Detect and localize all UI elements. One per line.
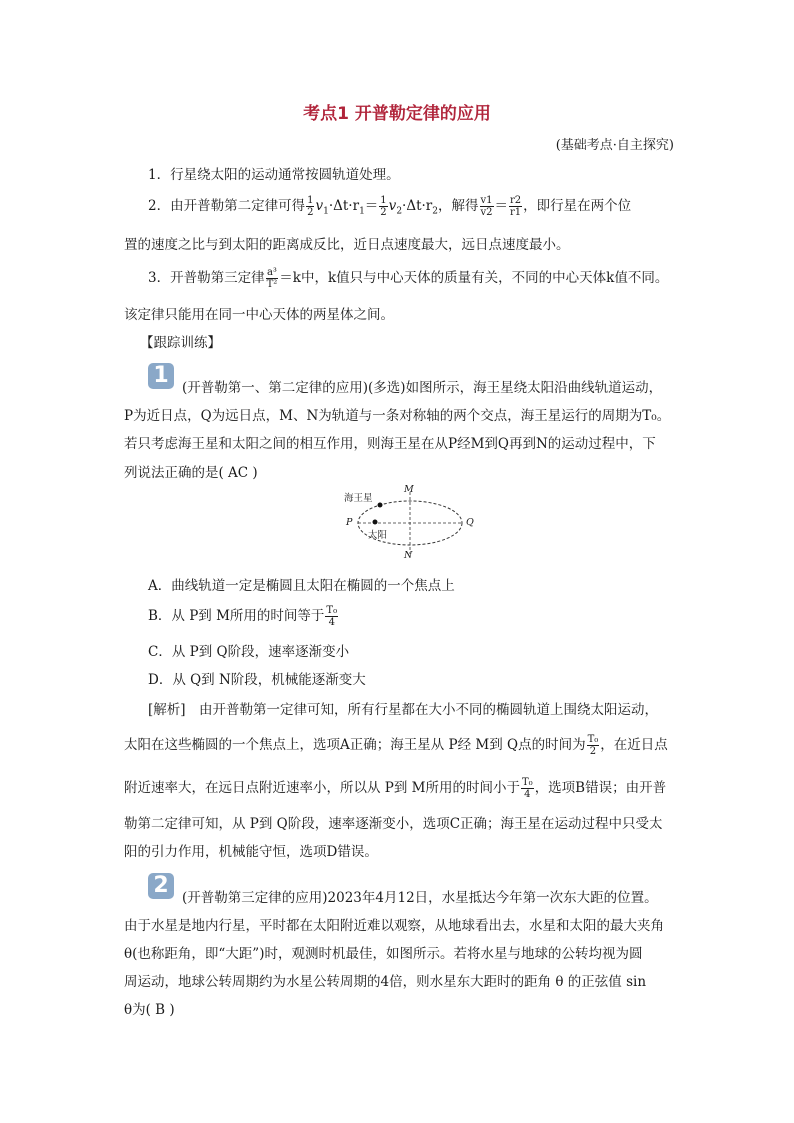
frac-kepler-3: $\frac{\text{a³}}{\text{T²}}$ — [266, 267, 278, 290]
question-1-badge: 1 — [148, 363, 174, 389]
q2-line-5: θ为( B ) — [124, 1002, 175, 1018]
label-planet: 海王星 — [344, 493, 373, 504]
q2-line-2: 由于水星是地内行星，平时都在太阳附近难以观察，从地球看出去，水星和太阳的最大夹角 — [124, 918, 664, 934]
q1-analysis-line-5: 阳的引力作用，机械能守恒，选项D错误。 — [124, 844, 378, 860]
point-2-prefix: 2．由开普勒第二定律可得 — [148, 198, 306, 214]
q1-option-a: A．曲线轨道一定是椭圆且太阳在椭圆的一个焦点上 — [148, 578, 455, 594]
frac-analysis-quarter: $\frac{\text{T₀}}{4}$ — [522, 777, 533, 800]
q1-option-b: B．从 P到 M所用的时间等于 $\frac{\text{T₀}}{4}$ — [148, 605, 338, 628]
point-3-line-1: 3．开普勒第三定律 $\frac{\text{a³}}{\text{T²}}$ ＝k中，k值只与中心天体的质量有关，不同的中心天体k值不同。 — [148, 267, 669, 290]
q2-line-3: θ(也称距角，即“大距”)时，观测时机最佳，如图所示。若将水星与地球的公转均视为圆 — [124, 946, 643, 962]
q1-analysis-line-3: 附近速率大，在远日点附近速率小，所以从 P到 M所用的时间小于 $\frac{\text{T₀}}{4}$ ，选项B错误；由开普 — [124, 777, 667, 800]
point-1: 1．行星绕太阳的运动通常按圆轨道处理。 — [148, 167, 400, 183]
frac-half-2: $\frac{1}{2}$ — [380, 195, 387, 218]
point-2-line-2: 置的速度之比与到太阳的距离成反比，近日点速度最大，远日点速度最小。 — [124, 237, 570, 253]
q2-line-4: 周运动，地球公转周期约为水星公转周期的4倍，则水星东大距时的距角 θ 的正弦值 sin — [124, 974, 647, 990]
q1-line-1: (开普勒第一、第二定律的应用)(多选)如图所示，海王星绕太阳沿曲线轨道运动， — [182, 380, 663, 396]
section-label: 【跟踪训练】 — [140, 335, 221, 351]
point-3-line-2: 该定律只能用在同一中心天体的两星体之间。 — [124, 307, 394, 323]
frac-analysis-half: $\frac{\text{T₀}}{2}$ — [587, 734, 599, 757]
q1-analysis-line-4: 勒第二定律可知，从 P到 Q阶段，速率逐渐变小，选项C正确；海王星在运动过程中只受太 — [124, 816, 663, 832]
q1-line-2: P为近日点，Q为远日点，M、N为轨道与一条对称轴的两个交点，海王星运行的周期为T₀。 — [124, 408, 671, 424]
sun-dot — [373, 520, 378, 525]
frac-half-1: $\frac{1}{2}$ — [307, 195, 314, 218]
frac-r-ratio: $\frac{r2}{r1}$ — [510, 195, 522, 218]
q1-line-3: 若只考虑海王星和太阳之间的相互作用，则海王星在从P经M到Q再到N的运动过程中，下 — [124, 436, 656, 452]
label-N: N — [404, 550, 413, 561]
question-2-badge: 2 — [148, 873, 174, 899]
planet-dot — [378, 503, 383, 508]
label-Q: Q — [466, 517, 474, 528]
page-title: 考点1 开普勒定律的应用 — [303, 104, 491, 124]
q1-option-d: D．从 Q到 N阶段，机械能逐渐变大 — [148, 672, 366, 688]
label-sun: 太阳 — [368, 530, 388, 541]
frac-v-ratio: $\frac{v1}{v2}$ — [480, 195, 493, 218]
point-2-line-1: 2．由开普勒第二定律可得 $\frac{1}{2}$ $v_1\cdot\Delta t\cdot r_1=$ $\frac{1}{2}$ $v_2\cdot\Delta t\cdot r_2$，解得 $\frac{v1}{v2}$ ＝ $\frac{r2}{r1}$ ，即行星在两个位 — [148, 195, 632, 218]
q1-line-4: 列说法正确的是( AC ) — [124, 465, 258, 481]
frac-option-b: $\frac{\text{T₀}}{4}$ — [326, 605, 338, 628]
q2-line-1: (开普勒第三定律的应用)2023年4月12日，水星抵达今年第一次东大距的位置。 — [182, 890, 658, 906]
label-P: P — [346, 517, 353, 528]
label-M: M — [404, 484, 414, 495]
subtitle: (基础考点·自主探究) — [555, 138, 674, 153]
q1-analysis-line-1: [解析] 由开普勒第一定律可知，所有行星都在大小不同的椭圆轨道上围绕太阳运动， — [148, 702, 659, 718]
q1-option-c: C．从 P到 Q阶段，速率逐渐变小 — [148, 644, 350, 660]
q1-analysis-line-2: 太阳在这些椭圆的一个焦点上，选项A正确；海王星从 P经 M到 Q点的时间为 $\frac{\text{T₀}}{2}$ ，在近日点 — [124, 734, 668, 757]
